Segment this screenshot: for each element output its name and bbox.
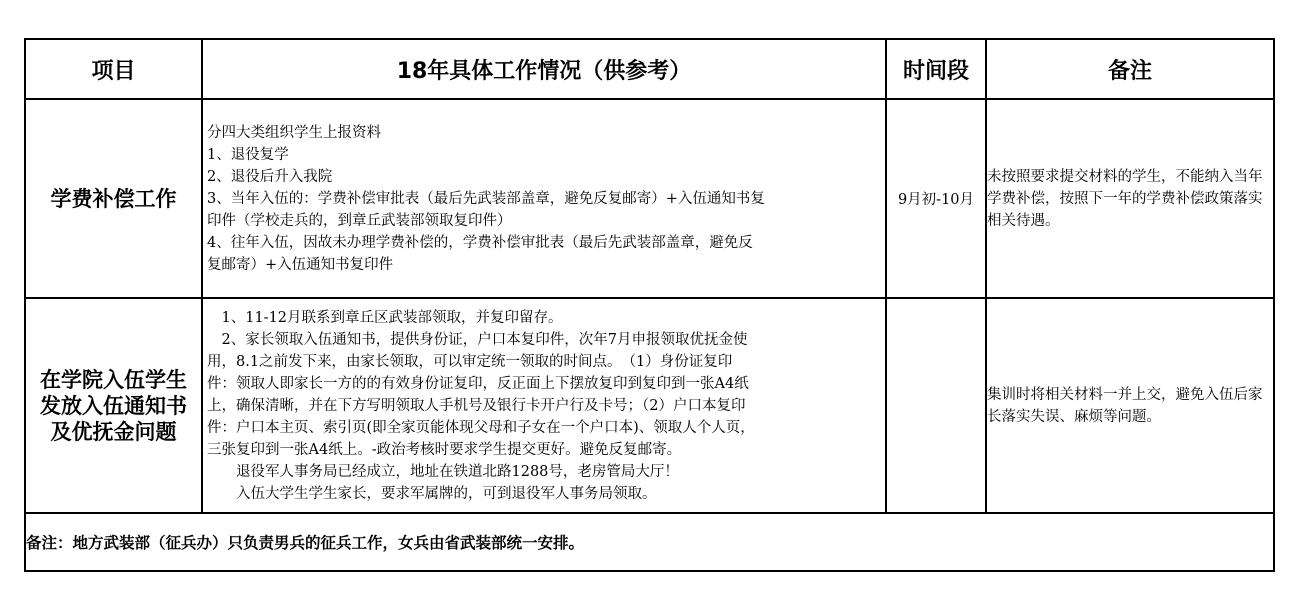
period-cell-tuition: 9月初-10月 <box>886 99 986 298</box>
work-line: 复邮寄）+入伍通知书复印件 <box>207 256 394 273</box>
work-line: 4、往年入伍，因故未办理学费补偿的，学费补偿审批表（最后先武装部盖章，避免反 <box>207 234 753 251</box>
header-period: 时间段 <box>886 39 986 99</box>
work-cell-enlistment <box>202 298 886 513</box>
work-line: 3、当年入伍的：学费补偿审批表（最后先武装部盖章，避免反复邮寄）+入伍通知书复 <box>207 190 765 207</box>
remark-cell-enlistment: 集训时将相关材料一并上交，避免入伍后家长落实失误、麻烦等问题。 <box>986 298 1274 513</box>
work-line: 分四大类组织学生上报资料 <box>207 124 381 141</box>
header-work: 18年具体工作情况（供参考） <box>202 39 886 99</box>
item-cell-enlistment <box>25 298 202 513</box>
item-line: 及优抚金问题 <box>50 419 177 444</box>
work-line: 件：户口本主页、索引页(即全家页能体现父母和子女在一个户口本)、领取人个人页， <box>207 419 755 436</box>
work-line: 上，确保清晰，并在下方写明领取人手机号及银行卡开户行及卡号；（2）户口本复印 <box>207 397 746 414</box>
work-line: 印件（学校走兵的，到章丘武装部领取复印件） <box>207 212 512 229</box>
header-remark: 备注 <box>986 39 1274 99</box>
remark-cell-tuition: 未按照要求提交材料的学生，不能纳入当年学费补偿，按照下一年的学费补偿政策落实相关待遇。 <box>986 99 1274 298</box>
work-line: 2、退役后升入我院 <box>207 168 333 185</box>
work-line: 三张复印到一张A4纸上。-政治考核时要求学生提交更好。避免反复邮寄。 <box>207 441 682 458</box>
footer-note: 备注：地方武装部（征兵办）只负责男兵的征兵工作，女兵由省武装部统一安排。 <box>25 513 1274 571</box>
period-cell-enlistment <box>886 298 986 513</box>
item-cell-tuition: 学费补偿工作 <box>25 99 202 298</box>
work-line: 退役军人事务局已经成立，地址在铁道北路1288号，老房管局大厅！ <box>207 463 679 480</box>
footer-row <box>25 513 1274 571</box>
header-row <box>25 39 1274 99</box>
work-line: 1、11-12月联系到章丘区武装部领取，并复印留存。 <box>207 309 563 326</box>
work-line: 入伍大学生学生家长，要求军属牌的，可到退役军人事务局领取。 <box>207 485 657 502</box>
work-line: 件：领取人即家长一方的的有效身份证复印，反正面上下摆放复印到复印到一张A4纸 <box>207 375 749 392</box>
table-row <box>25 298 1274 513</box>
work-line: 2、家长领取入伍通知书，提供身份证，户口本复印件，次年7月申报领取优抚金使 <box>207 331 748 348</box>
item-line: 发放入伍通知书 <box>40 393 187 418</box>
item-line: 在学院入伍学生 <box>40 367 187 392</box>
work-line: 用，8.1之前发下来，由家长领取，可以审定统一领取的时间点。 （1）身份证复印 <box>207 353 733 370</box>
work-line: 1、退役复学 <box>207 146 289 163</box>
header-item: 项目 <box>25 39 202 99</box>
work-cell-tuition <box>202 99 886 298</box>
enlistment-work-table <box>24 38 1275 572</box>
table-row <box>25 99 1274 298</box>
